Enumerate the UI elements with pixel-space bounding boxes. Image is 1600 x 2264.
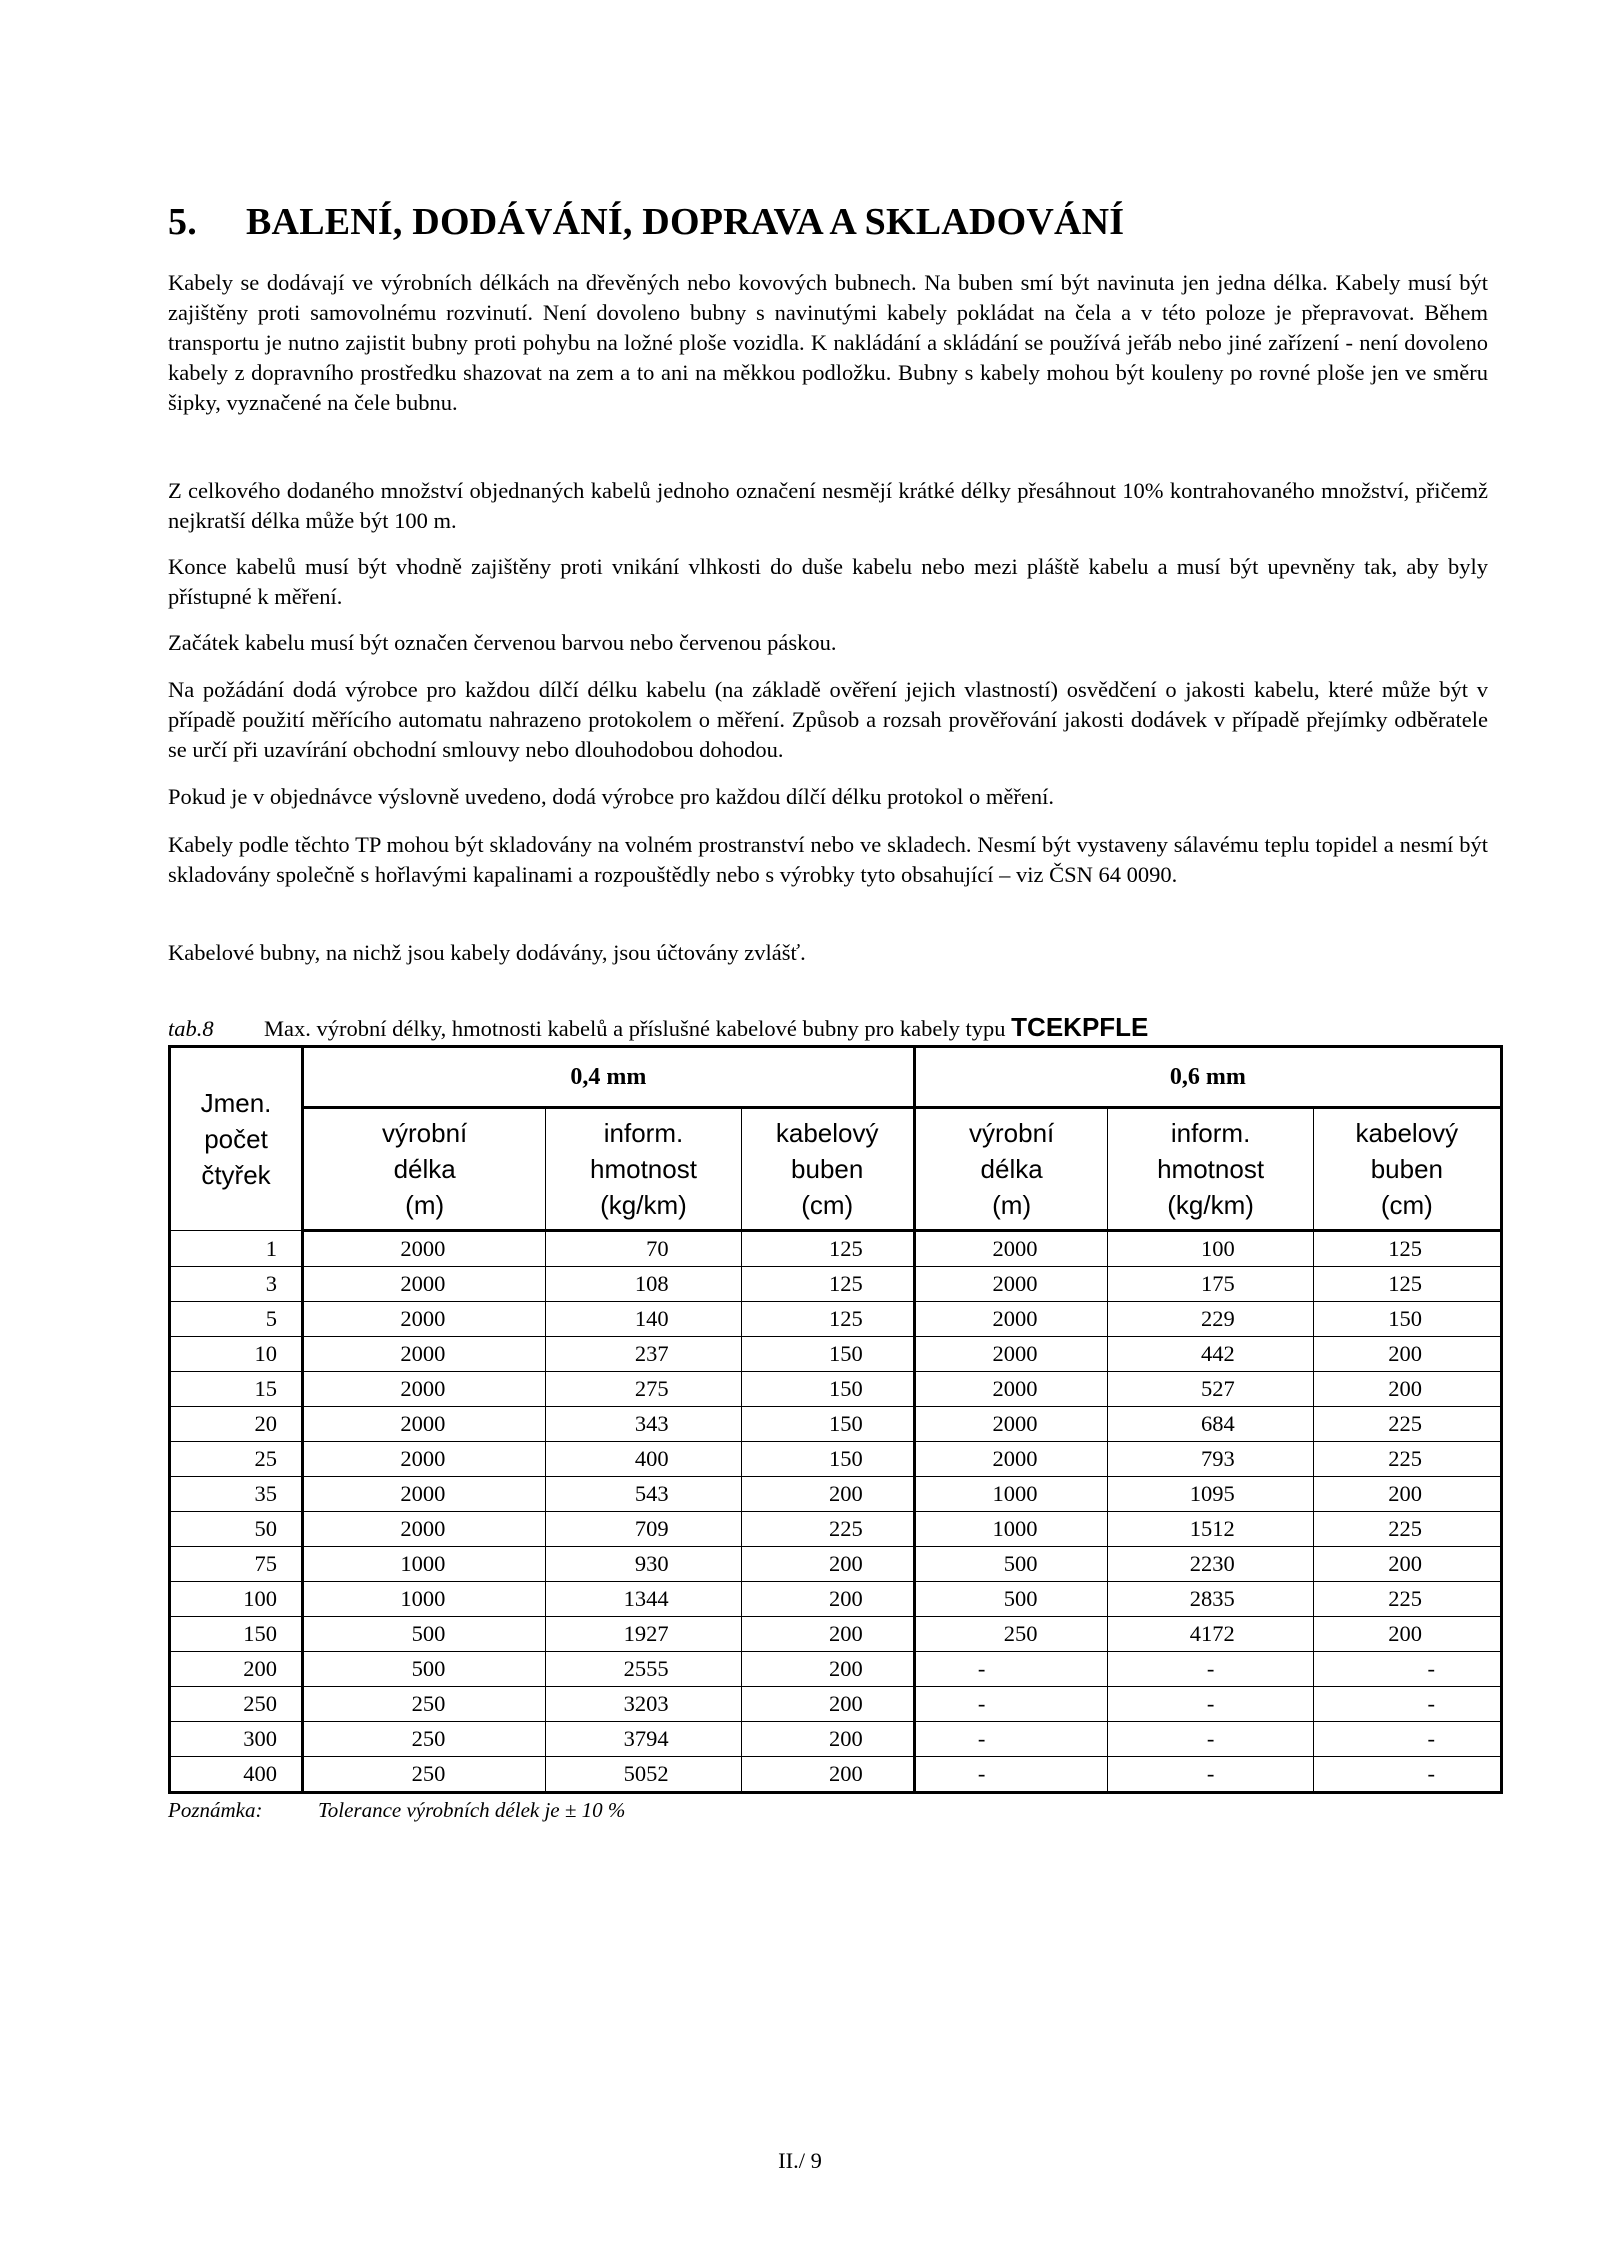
table-cell: 2000 (303, 1442, 546, 1477)
table-cell: 1095 (1108, 1477, 1313, 1512)
table-cell: 1927 (546, 1617, 741, 1652)
note-label: Poznámka: (168, 1798, 263, 1822)
paragraph-short-lengths: Z celkového dodaného množství objednaných kabelů jednoho označení nesmějí krátké délky přesáhnout 10% kontrahovaného množství, přičemž nejkratší délka může být 100 m. (168, 478, 1488, 533)
section-heading (168, 200, 1124, 244)
table-label: tab.8 (168, 1016, 214, 1041)
table-cell: - (914, 1722, 1108, 1757)
table-row (170, 1302, 1502, 1337)
cell-pairs-count: 400 (170, 1757, 303, 1793)
table-cell: 225 (741, 1512, 914, 1547)
table-cell: 500 (914, 1547, 1108, 1582)
table-row (170, 1547, 1502, 1582)
table-cell: 275 (546, 1372, 741, 1407)
table-cell: 200 (741, 1757, 914, 1793)
table-cell: 150 (741, 1442, 914, 1477)
paragraph-cable-start: Začátek kabelu musí být označen červenou barvou nebo červenou páskou. (168, 630, 837, 655)
table-cell: 200 (1313, 1477, 1501, 1512)
table-cell: 2000 (914, 1407, 1108, 1442)
cell-pairs-count: 5 (170, 1302, 303, 1337)
subheader-weight-06: inform. hmotnost (kg/km) (1108, 1108, 1313, 1231)
table-row (170, 1652, 1502, 1687)
table-row (170, 1687, 1502, 1722)
table-cell: 1000 (303, 1547, 546, 1582)
table-cell: 200 (1313, 1547, 1501, 1582)
table-cell: - (914, 1652, 1108, 1687)
table-cell: 200 (741, 1477, 914, 1512)
section-number: 5. (168, 201, 197, 243)
table-cell: 150 (741, 1407, 914, 1442)
row-header-pairs-count: Jmen. počet čtyřek (170, 1047, 303, 1231)
table-row (170, 1407, 1502, 1442)
note-text: Tolerance výrobních délek je ± 10 % (318, 1798, 626, 1822)
table-cell: - (1108, 1687, 1313, 1722)
table-cell: 100 (1108, 1231, 1313, 1267)
paragraph-measurement-protocol: Pokud je v objednávce výslovně uvedeno, dodá výrobce pro každou dílčí délku protokol o měření. (168, 784, 1055, 809)
table-cell: 793 (1108, 1442, 1313, 1477)
table-cell: - (1108, 1652, 1313, 1687)
table-cell: 125 (1313, 1267, 1501, 1302)
cell-pairs-count: 1 (170, 1231, 303, 1267)
table-cell: 709 (546, 1512, 741, 1547)
table-cell: 2000 (303, 1337, 546, 1372)
table-cell: - (1313, 1757, 1501, 1793)
table-cell: 2000 (303, 1407, 546, 1442)
table-cell: 150 (741, 1337, 914, 1372)
table-row (170, 1617, 1502, 1652)
table-row (170, 1512, 1502, 1547)
section-title: BALENÍ, DODÁVÁNÍ, DOPRAVA A SKLADOVÁNÍ (246, 201, 1125, 243)
table-cell: 250 (914, 1617, 1108, 1652)
subheader-length-04: výrobní délka (m) (303, 1108, 546, 1231)
table-cell: 200 (741, 1722, 914, 1757)
cell-pairs-count: 250 (170, 1687, 303, 1722)
paragraph-quality-certificate: Na požádání dodá výrobce pro každou dílčí délku kabelu (na základě ověření jejich vlastností) osvědčení o jakosti kabelu, které může být v případě použití měřícího automatu nahrazeno protokolem o měření. Způsob a rozsah prověřování jakosti dodávek v případě přejímky odběratele se určí při uzavírání obchodní smlouvy nebo dlouhodobou dohodou. (168, 677, 1488, 762)
table-cell: 2555 (546, 1652, 741, 1687)
table-cell: 2000 (914, 1302, 1108, 1337)
table-cell: 2835 (1108, 1582, 1313, 1617)
cell-pairs-count: 3 (170, 1267, 303, 1302)
paragraph-packaging: Kabely se dodávají ve výrobních délkách na dřevěných nebo kovových bubnech. Na buben smí být navinuta jen jedna délka. Kabely musí být zajištěny proti samovolnému rozvinutí. Není dovoleno bubny s navinutými kabely pokládat na čela a v této poloze je přepravovat. Během transportu je nutno zajistit bubny proti pohybu na ložné ploše vozidla. K nakládání a skládání se používá jeřáb nebo jiné zařízení - není dovoleno kabely z dopravního prostředku shazovat na zem a to ani na měkkou podložku. Bubny s kabely mohou být kouleny po rovné ploše jen ve směru šipky, vyznačené na čele bubnu. (168, 270, 1488, 415)
table-cell: 2000 (914, 1231, 1108, 1267)
subheader-drum-04: kabelový buben (cm) (741, 1108, 914, 1231)
table-row (170, 1757, 1502, 1793)
table-cell: 684 (1108, 1407, 1313, 1442)
paragraph-cable-ends: Konce kabelů musí být vhodně zajištěny proti vnikání vlhkosti do duše kabelu nebo mezi pláště kabelu a musí být upevněny tak, aby byly přístupné k měření. (168, 554, 1488, 609)
table-cell: 2000 (914, 1372, 1108, 1407)
cell-pairs-count: 100 (170, 1582, 303, 1617)
table-cell: 2000 (303, 1512, 546, 1547)
table-cell: 200 (741, 1582, 914, 1617)
table-cell: 200 (741, 1617, 914, 1652)
table-cell: 5052 (546, 1757, 741, 1793)
table-cell: 2000 (914, 1442, 1108, 1477)
table-cell: 70 (546, 1231, 741, 1267)
table-cell: 250 (303, 1722, 546, 1757)
table-row (170, 1722, 1502, 1757)
subheader-weight-04: inform. hmotnost (kg/km) (546, 1108, 741, 1231)
table-cell: 500 (303, 1617, 546, 1652)
table-cell: 237 (546, 1337, 741, 1372)
table-cell: 442 (1108, 1337, 1313, 1372)
table-cell: 930 (546, 1547, 741, 1582)
table-cell: 2000 (303, 1302, 546, 1337)
table-cell: - (1108, 1757, 1313, 1793)
table-cell: 3794 (546, 1722, 741, 1757)
table-cell: 1000 (303, 1582, 546, 1617)
table-cell: 200 (741, 1547, 914, 1582)
table-cell: 2000 (303, 1231, 546, 1267)
table-cell: 500 (914, 1582, 1108, 1617)
table-cell: 500 (303, 1652, 546, 1687)
table-row (170, 1231, 1502, 1267)
table-cell: 4172 (1108, 1617, 1313, 1652)
subheader-length-06: výrobní délka (m) (914, 1108, 1108, 1231)
table-cell: - (1313, 1652, 1501, 1687)
table-cell: 200 (741, 1652, 914, 1687)
table-cell: 1000 (914, 1477, 1108, 1512)
table-cell: 200 (1313, 1617, 1501, 1652)
table-cell: 400 (546, 1442, 741, 1477)
table-row (170, 1267, 1502, 1302)
page-number: II./ 9 (778, 2148, 822, 2173)
group-header-0-4mm: 0,4 mm (303, 1047, 915, 1108)
table-cell: 200 (1313, 1337, 1501, 1372)
table-caption (168, 1012, 1148, 1043)
table-cell: 125 (1313, 1231, 1501, 1267)
table-cell: 2000 (914, 1267, 1108, 1302)
cell-pairs-count: 75 (170, 1547, 303, 1582)
table-cell: 3203 (546, 1687, 741, 1722)
table-cell: 2000 (303, 1477, 546, 1512)
table-cell: 2000 (303, 1267, 546, 1302)
table-cell: 225 (1313, 1442, 1501, 1477)
cell-pairs-count: 20 (170, 1407, 303, 1442)
table-cell: 2000 (303, 1372, 546, 1407)
cell-pairs-count: 300 (170, 1722, 303, 1757)
table-row (170, 1337, 1502, 1372)
table-caption-type: TCEKPFLE (1011, 1012, 1149, 1042)
table-cell: 125 (741, 1267, 914, 1302)
table-cell: - (1313, 1722, 1501, 1757)
table-body (170, 1231, 1502, 1793)
table-row (170, 1582, 1502, 1617)
table-cell: 225 (1313, 1512, 1501, 1547)
table-cell: 1512 (1108, 1512, 1313, 1547)
table-cell: 125 (741, 1231, 914, 1267)
table-cell: 125 (741, 1302, 914, 1337)
cell-pairs-count: 200 (170, 1652, 303, 1687)
table-cell: 150 (741, 1372, 914, 1407)
table-cell: - (1313, 1687, 1501, 1722)
paragraph-drums-billing: Kabelové bubny, na nichž jsou kabely dodávány, jsou účtovány zvlášť. (168, 940, 806, 965)
table-cell: 150 (1313, 1302, 1501, 1337)
cell-pairs-count: 50 (170, 1512, 303, 1547)
table-cell: 250 (303, 1757, 546, 1793)
table-cell: 2000 (914, 1337, 1108, 1372)
table-cell: 175 (1108, 1267, 1313, 1302)
paragraph-storage: Kabely podle těchto TP mohou být skladovány na volném prostranství nebo ve skladech. Nesmí být vystaveny sálavému teplu topidel a nesmí být skladovány společně s hořlavými kapalinami a rozpouštědly nebo s výrobky tyto obsahující – viz ČSN 64 0090. (168, 832, 1488, 887)
cell-pairs-count: 35 (170, 1477, 303, 1512)
table-cell: 200 (1313, 1372, 1501, 1407)
cell-pairs-count: 10 (170, 1337, 303, 1372)
table-cell: 140 (546, 1302, 741, 1337)
table-cell: 1000 (914, 1512, 1108, 1547)
table-cell: 250 (303, 1687, 546, 1722)
cell-pairs-count: 25 (170, 1442, 303, 1477)
group-header-0-6mm: 0,6 mm (914, 1047, 1501, 1108)
cell-pairs-count: 150 (170, 1617, 303, 1652)
table-cell: 343 (546, 1407, 741, 1442)
cell-pairs-count: 15 (170, 1372, 303, 1407)
table-row (170, 1442, 1502, 1477)
table-cell: 527 (1108, 1372, 1313, 1407)
table-row (170, 1372, 1502, 1407)
table-cell: 1344 (546, 1582, 741, 1617)
table-cell: 229 (1108, 1302, 1313, 1337)
subheader-drum-06: kabelový buben (cm) (1313, 1108, 1501, 1231)
table-cell: 108 (546, 1267, 741, 1302)
table-cell: 225 (1313, 1407, 1501, 1442)
table-cell: - (1108, 1722, 1313, 1757)
table-cell: 2230 (1108, 1547, 1313, 1582)
table-cell: 225 (1313, 1582, 1501, 1617)
table-cell: - (914, 1687, 1108, 1722)
table-caption-text: Max. výrobní délky, hmotnosti kabelů a příslušné kabelové bubny pro kabely typu (264, 1016, 1006, 1041)
table-cell: - (914, 1757, 1108, 1793)
table-cell: 200 (741, 1687, 914, 1722)
table-cell: 543 (546, 1477, 741, 1512)
table-row (170, 1477, 1502, 1512)
cable-lengths-table (168, 1045, 1503, 1794)
table-note (168, 1798, 625, 1823)
